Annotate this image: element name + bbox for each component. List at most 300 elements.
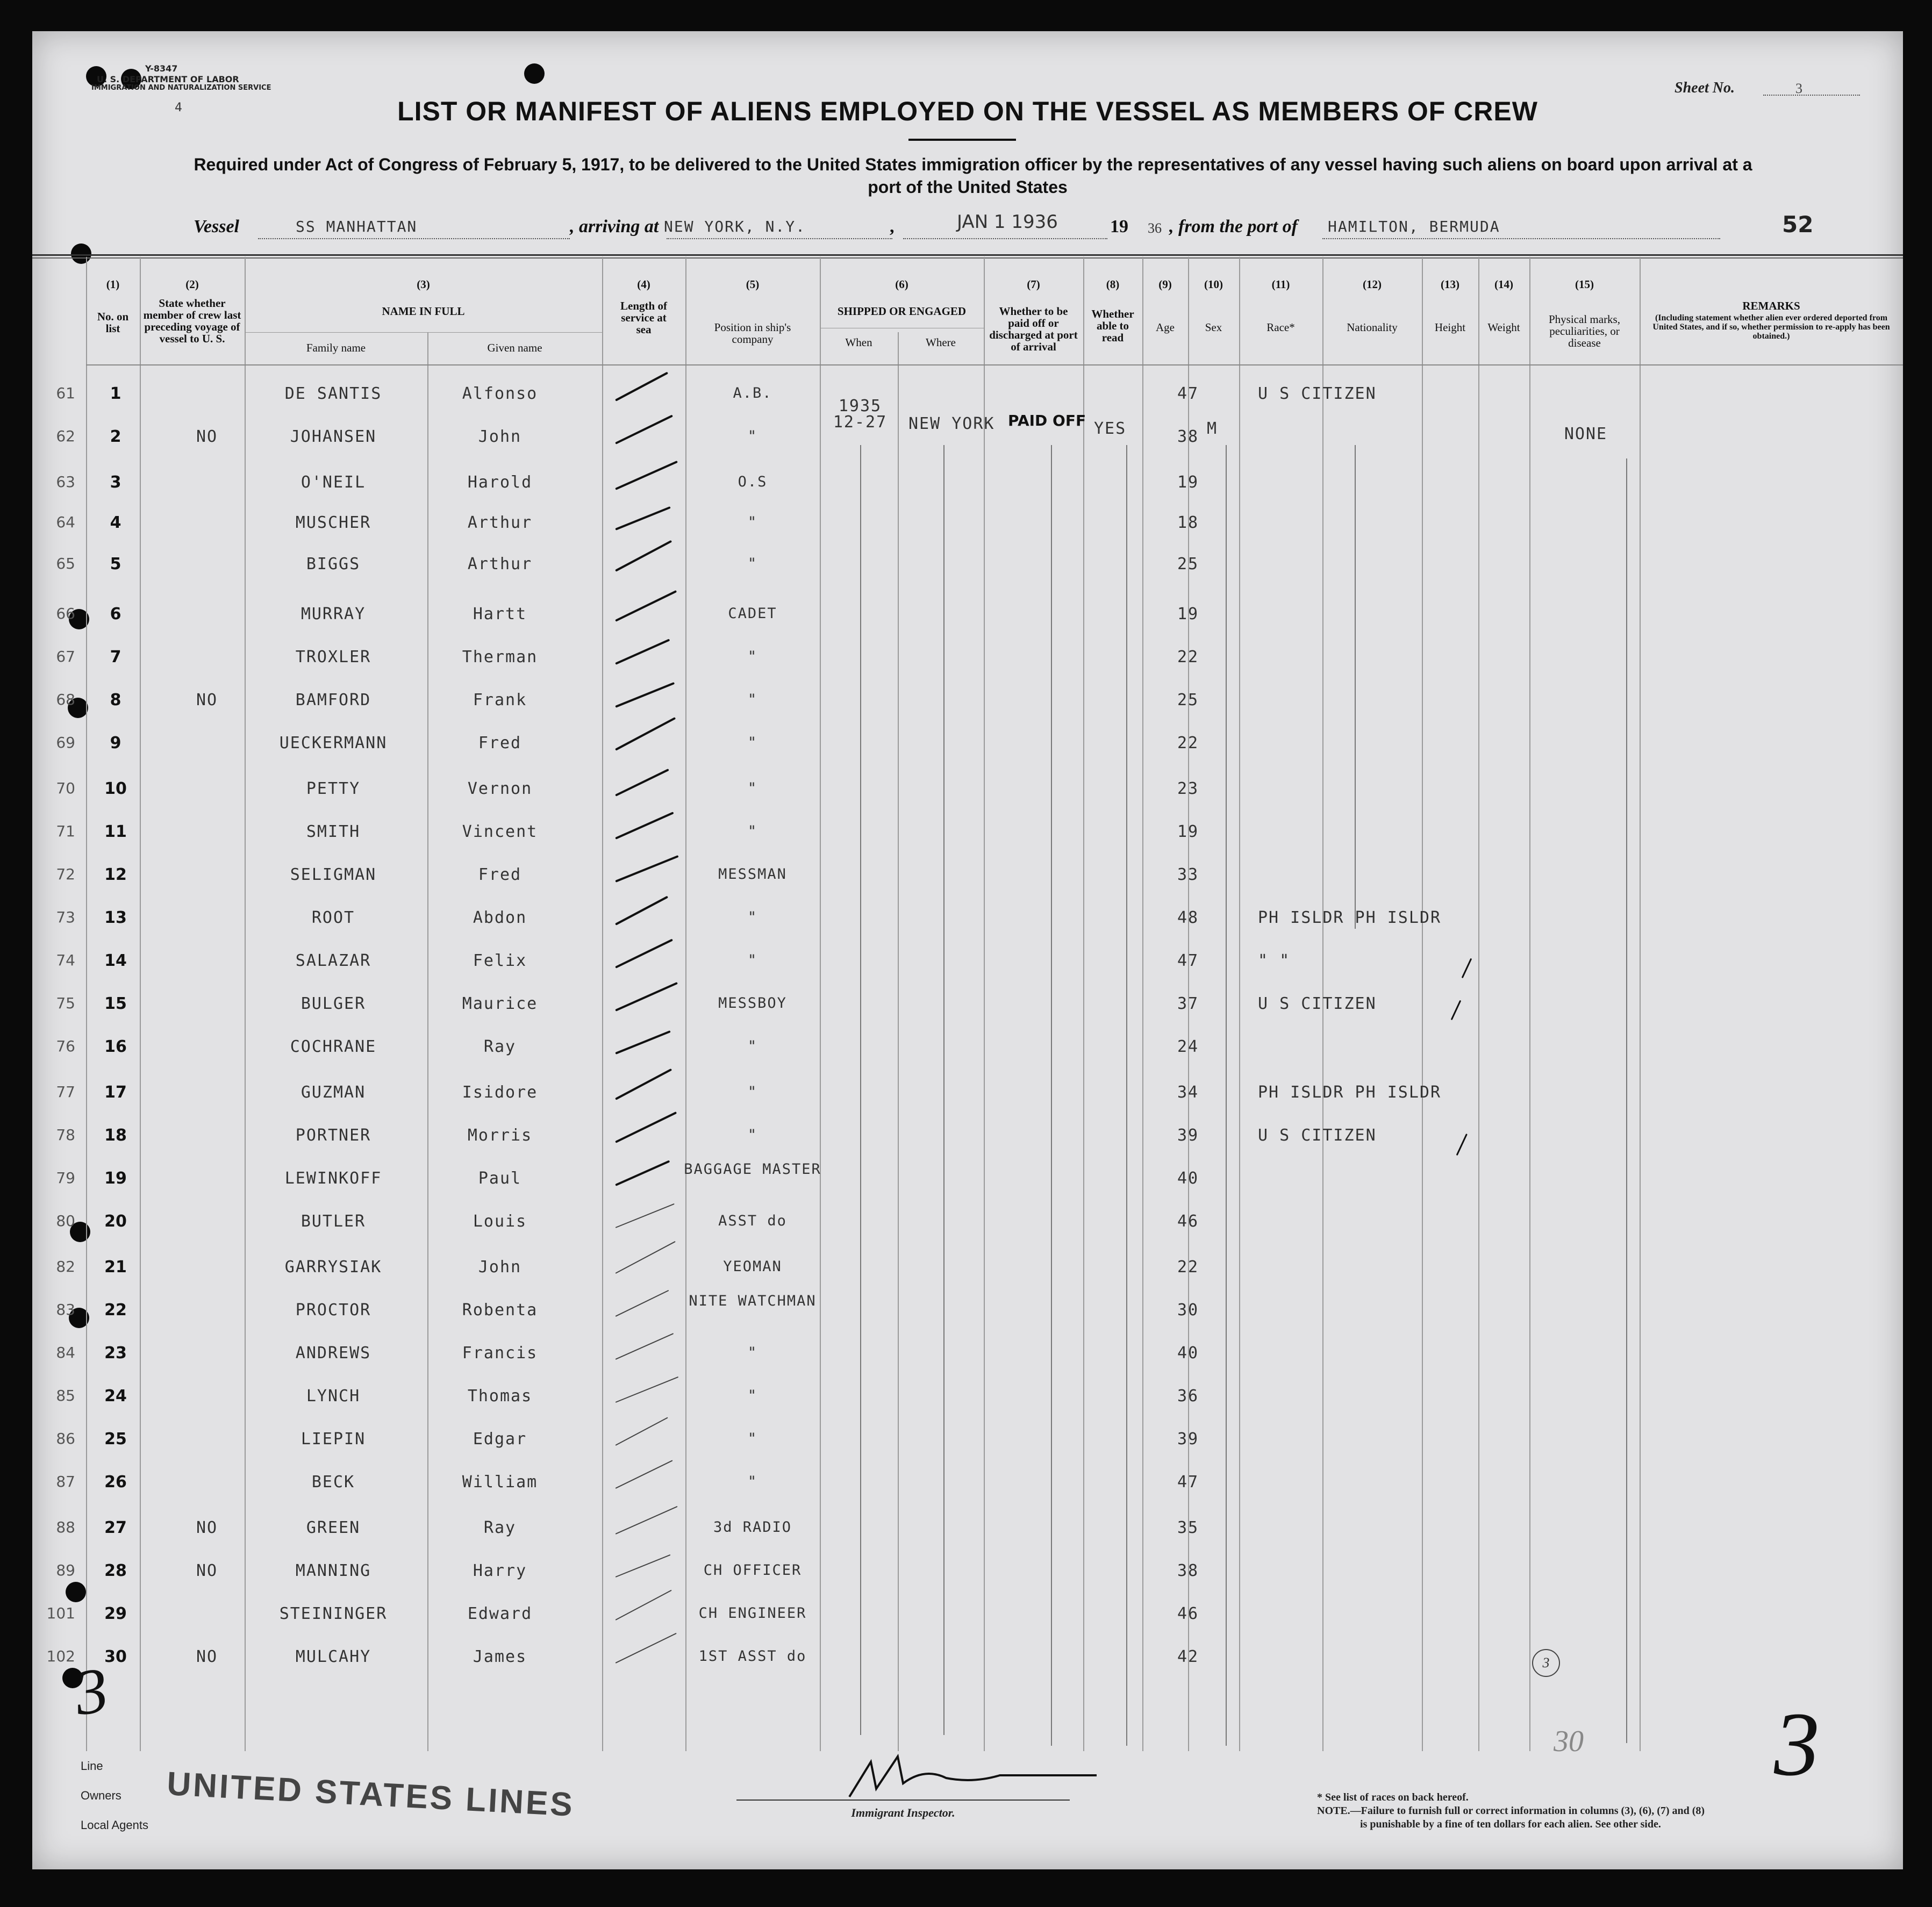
given-name: Thomas (467, 1387, 533, 1406)
position-cell: CADET (728, 605, 777, 622)
line-number: 73 (56, 908, 75, 926)
position-cell: MESSBOY (718, 995, 787, 1012)
list-number: 28 (104, 1561, 127, 1580)
service-check-mark (615, 1112, 677, 1143)
given-name: Harold (467, 473, 533, 492)
col3-given: Given name (487, 341, 542, 354)
remarks-note: (Including statement whether alien ever ordered deported from United States, and if so, whether permission to re-apply has been obtained.) (1652, 313, 1890, 341)
position-cell: MESSMAN (718, 866, 787, 883)
col13-number: (13) (1441, 278, 1459, 291)
previous-voyage-cell: NO (196, 1647, 218, 1666)
family-name: LIEPIN (300, 1430, 366, 1449)
list-number: 18 (104, 1126, 127, 1145)
family-name: PROCTOR (295, 1301, 371, 1320)
position-cell: " (747, 555, 758, 572)
given-name: Morris (467, 1126, 533, 1145)
previous-voyage-cell: NO (196, 1561, 218, 1580)
local-agents-label: Local Agents (81, 1818, 148, 1832)
age-cell: 35 (1177, 1518, 1199, 1537)
given-name: Alfonso (462, 384, 538, 403)
list-number: 27 (104, 1518, 127, 1537)
family-name: STEININGER (279, 1604, 388, 1623)
paid-off-stamp: PAID OFF (1008, 412, 1086, 429)
family-name: LEWINKOFF (284, 1169, 382, 1188)
table-row (32, 860, 1903, 898)
year-suffix: 36 (1148, 220, 1162, 236)
family-name: SMITH (306, 822, 361, 841)
age-cell: 42 (1177, 1647, 1199, 1666)
age-cell: 25 (1177, 555, 1199, 573)
service-check-mark (616, 1203, 675, 1228)
age-cell: 33 (1177, 865, 1199, 884)
title-rule (908, 139, 1016, 141)
shipped-when-year: 1935 (838, 397, 882, 415)
table-row (32, 1207, 1903, 1244)
age-cell: 23 (1177, 779, 1199, 798)
given-name: Louis (473, 1212, 527, 1231)
line-number: 78 (56, 1126, 75, 1144)
list-number: 8 (110, 691, 121, 709)
position-cell: " (747, 909, 758, 926)
position-cell: " (747, 1084, 758, 1100)
table-row (32, 817, 1903, 855)
service-check-mark (615, 1030, 670, 1055)
punch-hole (71, 243, 91, 264)
position-cell: " (747, 734, 758, 751)
line-number: 87 (56, 1473, 75, 1490)
line-number: 62 (56, 427, 75, 445)
position-cell: BAGGAGE MASTER (684, 1161, 821, 1178)
shipped-when-date: 12-27 (833, 413, 888, 432)
list-number: 25 (104, 1430, 127, 1449)
family-name: GREEN (306, 1518, 361, 1537)
position-cell: " (747, 428, 758, 445)
race-cell: U S CITIZEN (1258, 994, 1377, 1013)
position-cell: " (747, 1473, 758, 1490)
col3-family: Family name (306, 341, 366, 354)
table-row (32, 774, 1903, 812)
list-number: 13 (104, 908, 127, 927)
col5-number: (5) (746, 278, 760, 291)
given-name: Abdon (473, 908, 527, 927)
line-number: 64 (56, 513, 75, 531)
sex-value: M (1206, 419, 1218, 438)
corner-sheet-number: 52 (1782, 211, 1814, 238)
age-cell: 48 (1177, 908, 1199, 927)
table-row (32, 1467, 1903, 1505)
table-row (32, 903, 1903, 941)
age-cell: 39 (1177, 1430, 1199, 1449)
age-cell: 34 (1177, 1083, 1199, 1102)
line-number: 76 (56, 1037, 75, 1055)
list-number: 3 (110, 473, 121, 492)
service-label: IMMIGRATION AND NATURALIZATION SERVICE (91, 84, 271, 92)
line-number: 70 (56, 779, 75, 797)
family-name: BAMFORD (295, 691, 371, 709)
position-cell: " (747, 648, 758, 665)
list-number: 24 (104, 1387, 127, 1406)
service-check-mark (615, 1160, 670, 1186)
comma: , (890, 217, 895, 236)
vessel-dotted-line (258, 238, 570, 239)
service-check-mark (616, 1333, 674, 1360)
line-number: 83 (56, 1301, 75, 1318)
age-cell: 22 (1177, 648, 1199, 666)
family-name: SALAZAR (295, 951, 371, 970)
penalty-note-line-2: is punishable by a fine of ten dollars for each alien. See other side. (1360, 1818, 1661, 1830)
table-row (32, 422, 1903, 460)
age-cell: 38 (1177, 427, 1199, 446)
age-cell: 37 (1177, 994, 1199, 1013)
given-name: Arthur (467, 513, 533, 532)
handwritten-mark-right: 3 (1774, 1694, 1820, 1795)
date-dotted-line (903, 238, 1107, 239)
name-subheader-rule (245, 332, 602, 333)
family-name: BUTLER (300, 1212, 366, 1231)
age-cell: 36 (1177, 1387, 1199, 1406)
position-cell: " (747, 952, 758, 969)
table-row (32, 1161, 1903, 1201)
line-number: 67 (56, 648, 75, 665)
position-cell: 1ST ASST do (698, 1648, 807, 1665)
table-row (32, 685, 1903, 723)
list-number: 16 (104, 1037, 127, 1056)
position-cell: 3d RADIO (713, 1519, 792, 1536)
subtitle-line-1: Required under Act of Congress of February 5, 1917, to be delivered to the United States immigration officer by the representatives of any vessel having such aliens on board upon arrival at a (194, 155, 1752, 174)
age-cell: 19 (1177, 473, 1199, 492)
col10-number: (10) (1204, 278, 1223, 291)
line-number: 75 (56, 994, 75, 1012)
family-name: ANDREWS (295, 1344, 371, 1363)
age-cell: 19 (1177, 605, 1199, 623)
service-check-mark (615, 769, 669, 797)
col11-number: (11) (1271, 278, 1290, 291)
service-check-mark (616, 1417, 668, 1445)
family-name: BECK (311, 1473, 355, 1492)
family-name: MULCAHY (295, 1647, 371, 1666)
age-cell: 46 (1177, 1604, 1199, 1623)
list-number: 14 (104, 951, 127, 970)
line-number: 88 (56, 1518, 75, 1536)
races-note: * See list of races on back hereof. (1317, 1791, 1469, 1803)
col14-number: (14) (1494, 278, 1513, 291)
given-name: Robenta (462, 1301, 538, 1320)
list-number: 21 (104, 1258, 127, 1277)
line-number: 79 (56, 1169, 75, 1187)
col13-label: Height (1434, 321, 1466, 334)
service-check-mark (615, 1069, 672, 1100)
previous-voyage-cell: NO (196, 691, 218, 709)
line-number: 69 (56, 734, 75, 751)
line-number: 72 (56, 865, 75, 883)
given-name: John (478, 427, 522, 446)
service-check-mark (615, 506, 670, 530)
line-number: 102 (46, 1647, 75, 1665)
age-cell: 24 (1177, 1037, 1199, 1056)
subtitle-line-2: port of the United States (868, 177, 1068, 197)
handwritten-mark-left: 3 (70, 1653, 112, 1729)
table-row (32, 642, 1903, 680)
sheet-number: 3 (1795, 81, 1802, 96)
position-cell: " (747, 823, 758, 840)
list-number: 5 (110, 555, 121, 573)
table-row (32, 989, 1903, 1027)
table-row (32, 1252, 1903, 1290)
immigrant-inspector-label: Immigrant Inspector. (851, 1806, 955, 1819)
list-number: 9 (110, 734, 121, 752)
given-name: Ray (483, 1037, 517, 1056)
list-number: 1 (110, 384, 121, 403)
line-number: 85 (56, 1387, 75, 1404)
col9-label: Age (1156, 321, 1175, 334)
list-number: 22 (104, 1301, 127, 1320)
service-check-mark (616, 1290, 669, 1317)
age-cell: 47 (1177, 384, 1199, 403)
col7-label: Whether to be paid off or discharged at port of arrival (989, 305, 1078, 353)
service-check-mark (615, 982, 678, 1012)
col7-number: (7) (1027, 278, 1040, 291)
line-number: 77 (56, 1083, 75, 1101)
service-check-mark (616, 1633, 677, 1664)
given-name: Edgar (473, 1430, 527, 1449)
race-cell: U S CITIZEN (1258, 384, 1377, 403)
list-number: 10 (104, 779, 127, 798)
list-number: 26 (104, 1473, 127, 1492)
list-number: 19 (104, 1169, 127, 1188)
position-cell: " (747, 514, 758, 530)
list-number: 23 (104, 1344, 127, 1363)
arriving-port: NEW YORK, N.Y. (664, 218, 806, 235)
given-name: Francis (462, 1344, 538, 1363)
col2-label: State whether member of crew last preceding voyage of vessel to U. S. (143, 297, 241, 345)
list-number: 17 (104, 1083, 127, 1102)
service-check-mark (615, 414, 673, 444)
col3-number: (3) (417, 278, 430, 291)
given-name: William (462, 1473, 538, 1492)
given-name: Fred (478, 865, 522, 884)
arriving-dotted-line (667, 238, 892, 239)
family-name: MANNING (295, 1561, 371, 1580)
given-name: James (473, 1647, 527, 1666)
race-cell: U S CITIZEN (1258, 1126, 1377, 1145)
col4-number: (4) (637, 278, 650, 291)
position-cell: " (747, 1127, 758, 1143)
col11-label: Race* (1266, 321, 1295, 334)
position-cell: CH OFFICER (703, 1562, 802, 1579)
position-cell: " (747, 1387, 758, 1404)
col6-label: SHIPPED OR ENGAGED (837, 305, 967, 318)
table-row (32, 946, 1903, 984)
service-check-mark (616, 1377, 679, 1403)
list-number: 29 (104, 1604, 127, 1623)
service-check-mark (615, 461, 678, 490)
given-name: Felix (473, 951, 527, 970)
department-label: U. S. DEPARTMENT OF LABOR (97, 74, 239, 84)
family-name: ROOT (311, 908, 355, 927)
col8-label: Whether able to read (1091, 307, 1134, 344)
position-cell: O.S (738, 474, 768, 490)
table-row (32, 1381, 1903, 1419)
line-number: 71 (56, 822, 75, 840)
arriving-label: , arriving at (570, 217, 659, 236)
line-number: 84 (56, 1344, 75, 1361)
col6-where: Where (926, 336, 956, 349)
age-cell: 40 (1177, 1344, 1199, 1363)
col5-label: Position in ship's company (714, 321, 791, 346)
col6-number: (6) (895, 278, 908, 291)
date-stamp: JAN 1 1936 (957, 211, 1058, 233)
previous-voyage-cell: NO (196, 1518, 218, 1537)
line-number: 63 (56, 473, 75, 491)
age-cell: 25 (1177, 691, 1199, 709)
col12-number: (12) (1363, 278, 1382, 291)
page-title: LIST OR MANIFEST OF ALIENS EMPLOYED ON THE VESSEL AS MEMBERS OF CREW (397, 96, 1538, 126)
sheet-label: Sheet No. (1675, 80, 1735, 96)
table-row (32, 728, 1903, 766)
age-cell: 22 (1177, 734, 1199, 752)
table-row (32, 1424, 1903, 1462)
col4-label: Length of service at sea (620, 299, 667, 336)
service-check-mark (615, 855, 678, 883)
given-name: Fred (478, 734, 522, 752)
table-row (32, 1556, 1903, 1594)
col9-number: (9) (1158, 278, 1172, 291)
position-cell: " (747, 1038, 758, 1055)
service-check-mark (615, 590, 677, 622)
age-cell: 30 (1177, 1301, 1199, 1320)
service-check-mark (616, 1460, 673, 1489)
age-cell: 19 (1177, 822, 1199, 841)
given-name: Vernon (467, 779, 533, 798)
list-number: 12 (104, 865, 127, 884)
given-name: Edward (467, 1604, 533, 1623)
column-header-rule (86, 364, 1903, 365)
race-cell: PH ISLDR PH ISLDR (1258, 1083, 1442, 1102)
able-to-read: YES (1094, 419, 1127, 438)
service-check-mark (616, 1506, 678, 1535)
family-name: MUSCHER (295, 513, 371, 532)
given-name: Arthur (467, 555, 533, 573)
family-name: LYNCH (306, 1387, 361, 1406)
given-name: Maurice (462, 994, 538, 1013)
list-number: 11 (104, 822, 127, 841)
position-cell: YEOMAN (723, 1258, 782, 1275)
from-label: , from the port of (1169, 217, 1298, 236)
position-cell: CH ENGINEER (698, 1605, 807, 1622)
age-cell: 22 (1177, 1258, 1199, 1277)
table-row (32, 379, 1903, 417)
line-number: 61 (56, 384, 75, 402)
header-rule (32, 257, 1903, 259)
family-name: BULGER (300, 994, 366, 1013)
position-cell: " (747, 780, 758, 797)
line-number: 82 (56, 1258, 75, 1275)
age-cell: 18 (1177, 513, 1199, 532)
position-cell: " (747, 1344, 758, 1361)
given-name: Therman (462, 648, 538, 666)
given-name: John (478, 1258, 522, 1277)
table-row (32, 549, 1903, 587)
family-name: MURRAY (300, 605, 366, 623)
form-number: Y-8347 (145, 63, 178, 74)
position-cell: A.B. (733, 385, 772, 402)
family-name: GARRYSIAK (284, 1258, 382, 1277)
age-cell: 40 (1177, 1169, 1199, 1188)
col6-when: When (845, 336, 872, 349)
vessel-name: SS MANHATTAN (296, 218, 418, 235)
table-row (32, 1032, 1903, 1070)
vessel-label: Vessel (194, 217, 239, 236)
table-row (32, 468, 1903, 505)
list-number: 20 (104, 1212, 127, 1231)
position-cell: " (747, 1430, 758, 1447)
table-row (32, 1513, 1903, 1551)
list-number: 7 (110, 648, 121, 666)
line-number: 101 (46, 1604, 75, 1622)
col10-label: Sex (1205, 321, 1222, 334)
family-name: BIGGS (306, 555, 361, 573)
given-name: Ray (483, 1518, 517, 1537)
service-check-mark (616, 1590, 672, 1621)
list-number: 2 (110, 427, 121, 446)
inspector-signature (839, 1746, 1188, 1805)
service-check-mark (615, 372, 668, 402)
given-name: Harry (473, 1561, 527, 1580)
remarks-label: REMARKS (1742, 299, 1800, 312)
line-number: 65 (56, 555, 75, 572)
position-cell: " (747, 691, 758, 708)
given-name: Paul (478, 1169, 522, 1188)
given-name: Hartt (473, 605, 527, 623)
age-cell: 47 (1177, 1473, 1199, 1492)
col1-number: (1) (106, 278, 120, 291)
family-name: DE SANTIS (284, 384, 382, 403)
given-name: Vincent (462, 822, 538, 841)
service-check-mark (615, 682, 675, 708)
line-number: 89 (56, 1561, 75, 1579)
manifest-sheet (32, 31, 1903, 1869)
col2-number: (2) (185, 278, 199, 291)
line-label: Line (81, 1759, 103, 1773)
col1-label: No. on list (97, 310, 129, 335)
penalty-note-line-1: NOTE.—Failure to furnish full or correct information in columns (3), (6), (7) and (8) (1317, 1805, 1705, 1817)
family-name: JOHANSEN (290, 427, 377, 446)
list-number: 30 (104, 1647, 127, 1666)
age-cell: 38 (1177, 1561, 1199, 1580)
family-name: PETTY (306, 779, 361, 798)
race-cell: PH ISLDR PH ISLDR (1258, 908, 1442, 927)
table-row (32, 1338, 1903, 1376)
family-name: GUZMAN (300, 1083, 366, 1102)
header-rule (32, 254, 1903, 256)
given-name: Frank (473, 691, 527, 709)
family-name: PORTNER (295, 1126, 371, 1145)
from-dotted-line (1322, 238, 1720, 239)
list-number: 6 (110, 605, 121, 623)
given-name: Isidore (462, 1083, 538, 1102)
table-row (32, 508, 1903, 546)
list-number: 15 (104, 994, 127, 1013)
family-name: COCHRANE (290, 1037, 377, 1056)
table-row (32, 1599, 1903, 1637)
line-number: 68 (56, 691, 75, 708)
col15-label: Physical marks, peculiarities, or disease (1549, 313, 1620, 349)
position-cell: NITE WATCHMAN (689, 1293, 817, 1309)
circled-mark: 3 (1532, 1649, 1560, 1677)
list-number: 4 (110, 513, 121, 532)
united-states-lines-stamp: UNITED STATES LINES (166, 1765, 576, 1824)
family-name: TROXLER (295, 648, 371, 666)
